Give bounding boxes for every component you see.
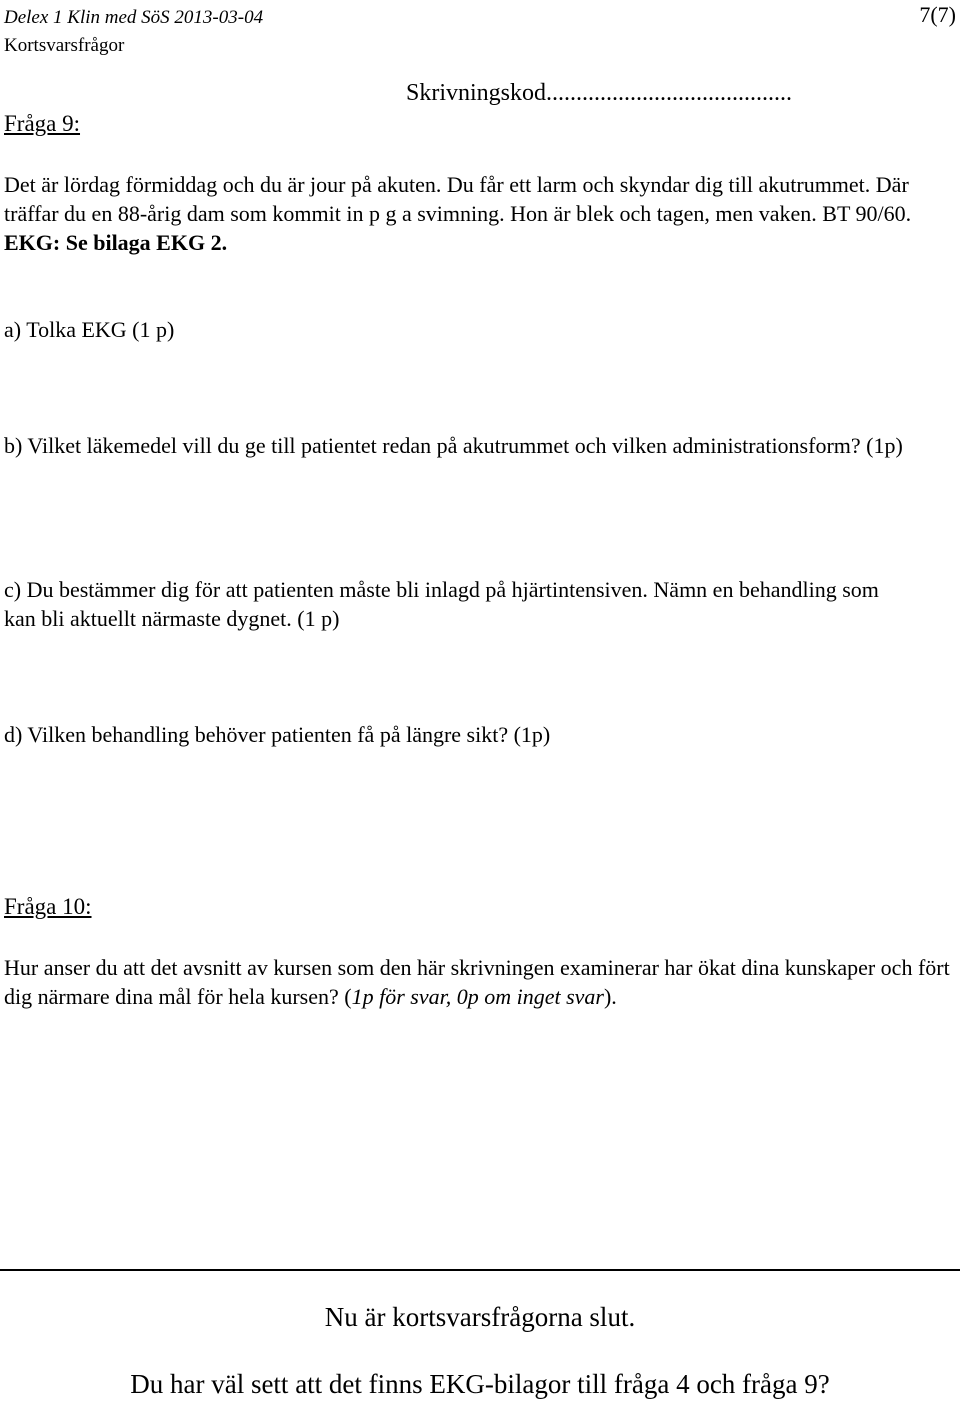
ekg-reference: EKG: Se bilaga EKG 2. bbox=[4, 230, 228, 255]
page-number: 7(7) bbox=[919, 2, 956, 27]
question-10-end: ). bbox=[603, 984, 617, 1009]
section-subtitle: Kortsvarsfrågor bbox=[4, 35, 125, 56]
question-9d: d) Vilken behandling behöver patienten få på längre sikt? (1p) bbox=[4, 722, 551, 747]
question-10-text bbox=[4, 953, 954, 1011]
course-title: Delex 1 Klin med SöS 2013-03-04 bbox=[4, 7, 264, 28]
footer-divider bbox=[0, 1269, 960, 1271]
document-header bbox=[4, 4, 263, 60]
question-10-body: Hur anser du att det avsnitt av kursen som den här skrivningen examinerar har ökat dina kunskaper och fört dig närmare dina mål för hela kursen? ( bbox=[4, 955, 950, 1009]
question-10-label: Fråga 10: bbox=[4, 894, 92, 919]
question-9c: c) Du bestämmer dig för att patienten måste bli inlagd på hjärtintensiven. Nämn en behandling som kan bli aktuellt närmaste dygnet. (1 p) bbox=[4, 577, 879, 631]
question-9-label: Fråga 9: bbox=[4, 111, 81, 136]
scenario-text: Det är lördag förmiddag och du är jour på akuten. Du får ett larm och skyndar dig till akutrummet. Där träffar du en 88-årig dam som kommit in p g a svimning. Hon är blek och tagen, men vaken. BT 90/60. bbox=[4, 172, 912, 226]
writing-code-field: Skrivningskod......................................... bbox=[406, 80, 793, 106]
ekg-reminder: Du har väl sett att det finns EKG-bilagor till fråga 4 och fråga 9? bbox=[130, 1369, 830, 1399]
question-9-scenario bbox=[4, 170, 944, 257]
question-9b: b) Vilket läkemedel vill du ge till patientet redan på akutrummet och vilken administrationsform? (1p) bbox=[4, 433, 903, 458]
points-note: 1p för svar, 0p om inget svar bbox=[351, 984, 604, 1009]
end-note: Nu är kortsvarsfrågorna slut. bbox=[324, 1302, 636, 1332]
question-9a: a) Tolka EKG (1 p) bbox=[4, 317, 175, 342]
